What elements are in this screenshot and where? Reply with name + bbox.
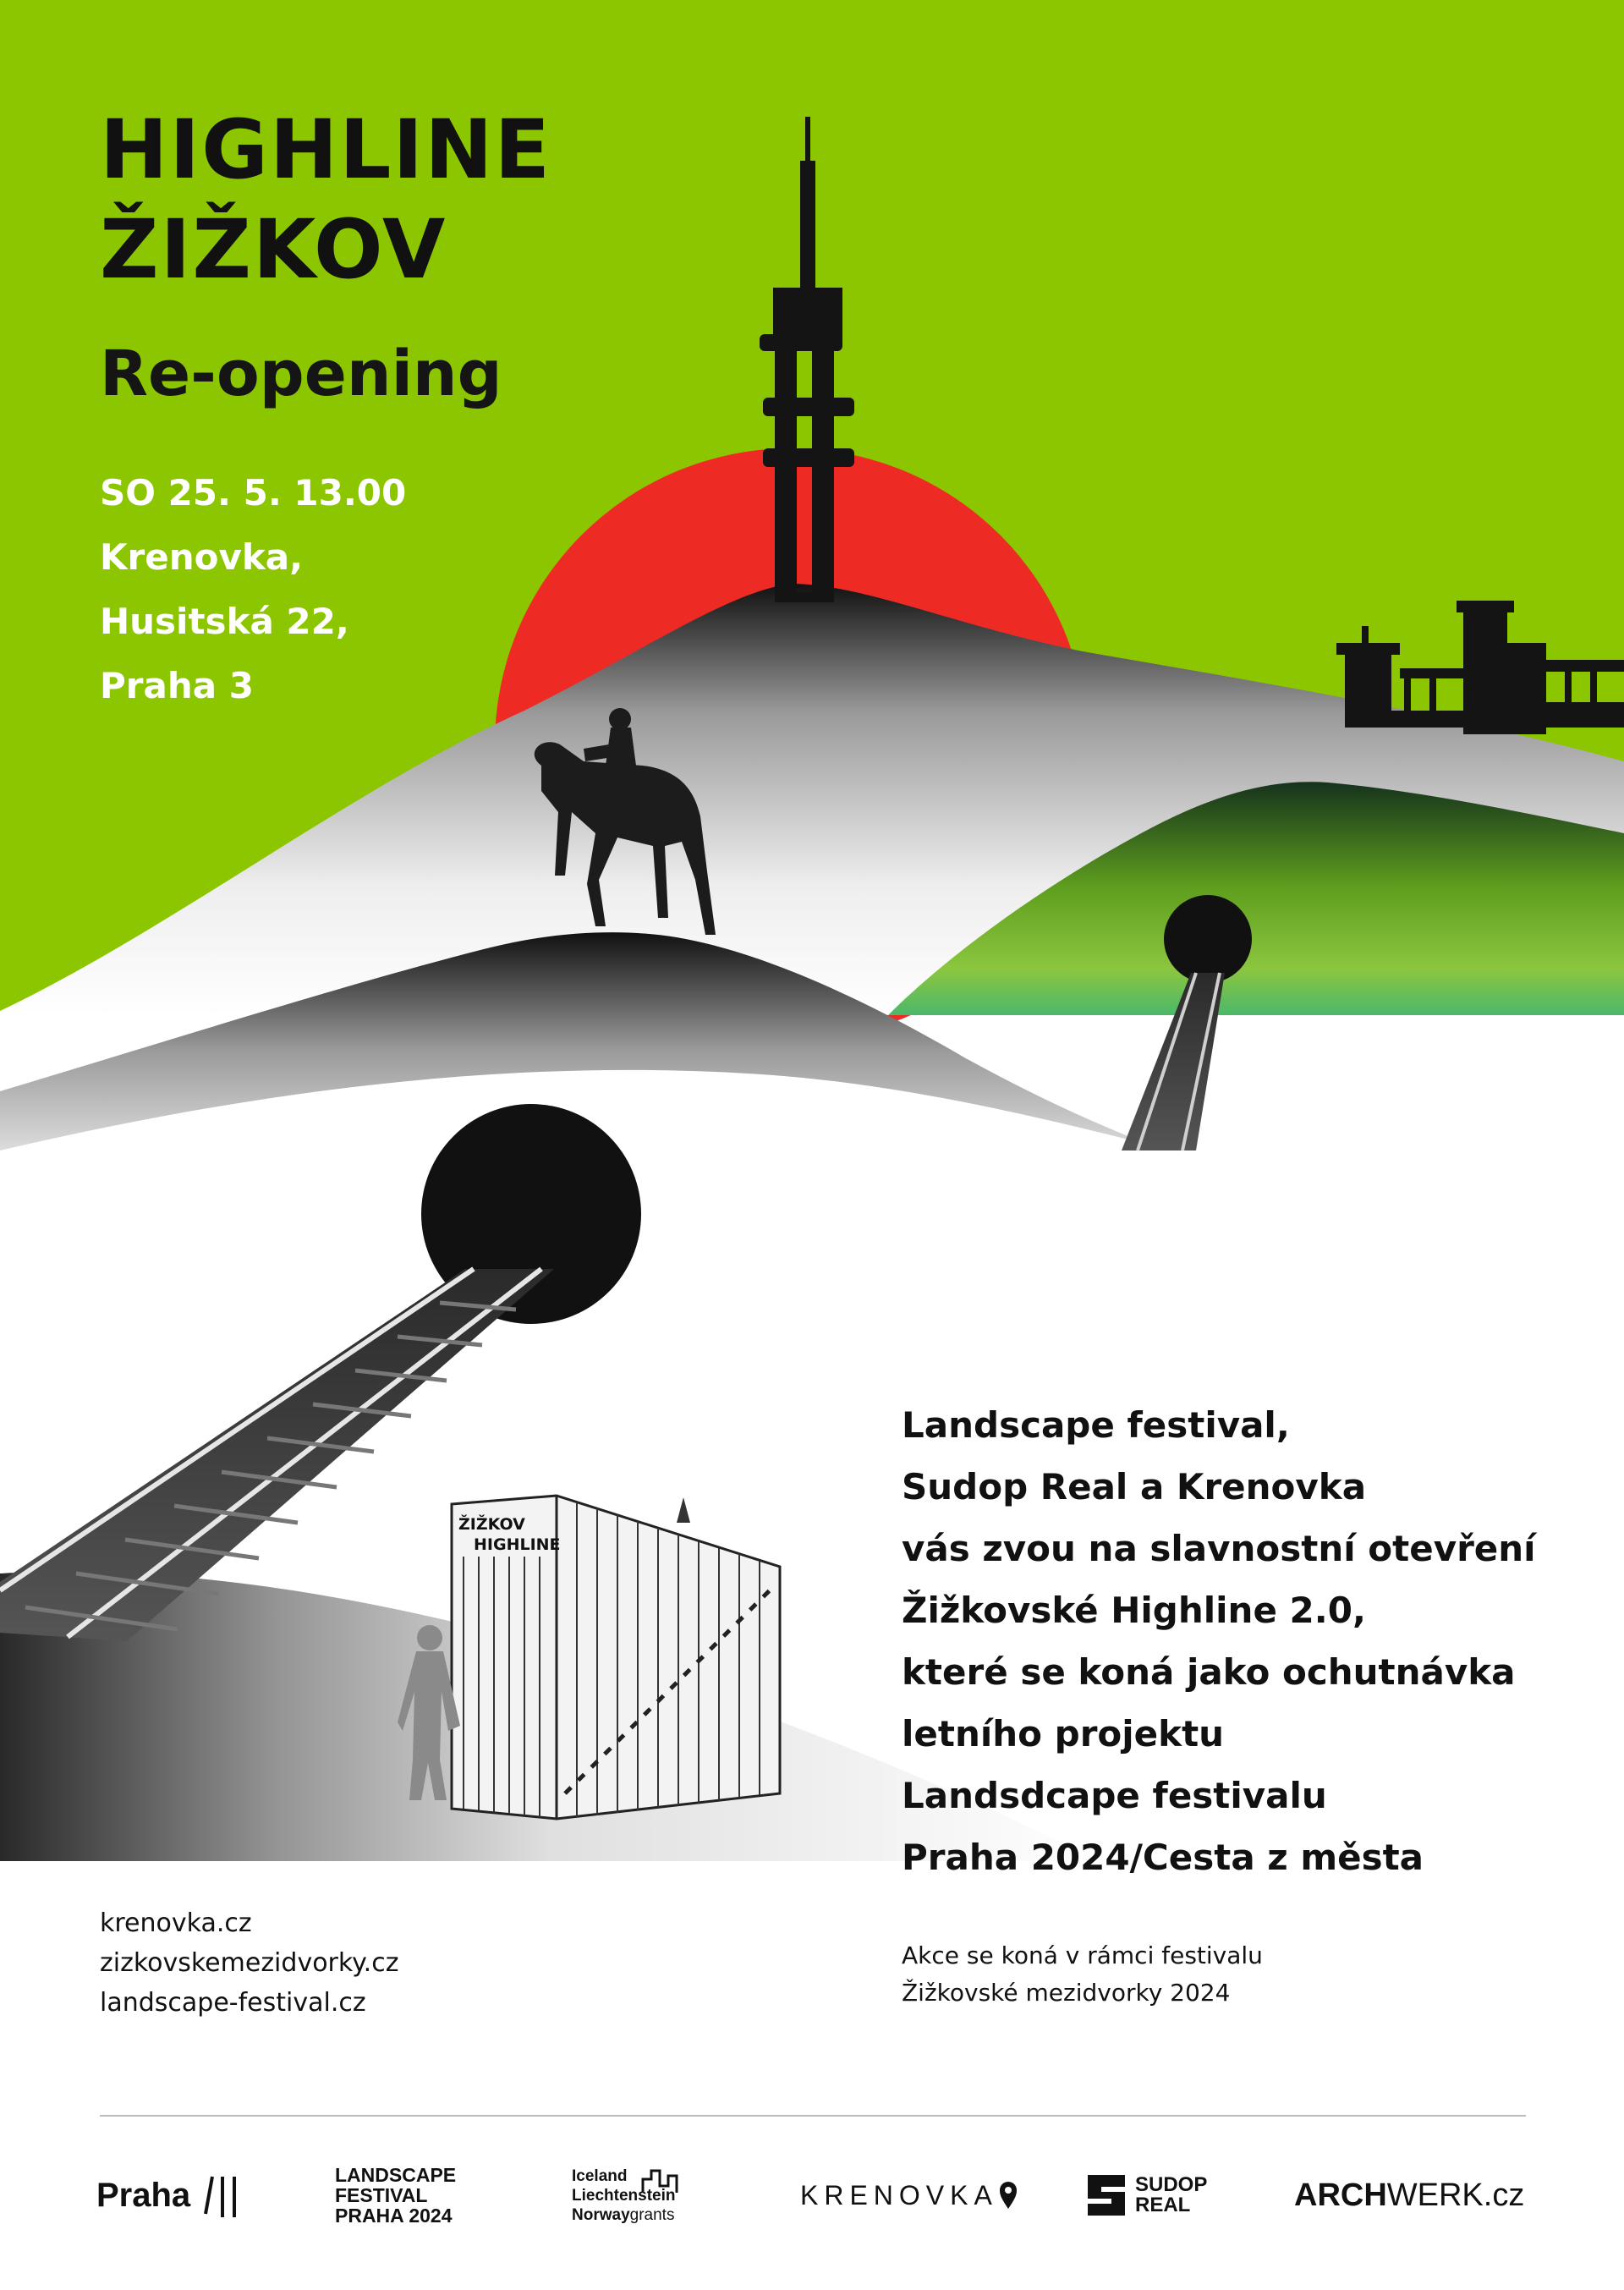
sudop-s-icon xyxy=(1084,2172,1128,2219)
festival-note xyxy=(902,1937,1263,2012)
invitation-line: Landscape festival, xyxy=(902,1404,1290,1446)
landscape-festival-logo xyxy=(335,2149,456,2242)
landscape-logo-line1: LANDSCAPE xyxy=(335,2164,457,2186)
invitation-line: Praha 2024/Cesta z města xyxy=(902,1837,1424,1878)
archwerk-logo-arch: ARCH xyxy=(1294,2177,1387,2213)
krenovka-logo xyxy=(800,2149,1018,2242)
invitation-text xyxy=(902,1394,1536,1888)
event-venue: Krenovka, xyxy=(100,536,304,578)
event-details xyxy=(100,461,406,718)
norway-logo-line1: Iceland xyxy=(572,2166,628,2185)
link-krenovka[interactable]: krenovka.cz xyxy=(100,1908,252,1938)
invitation-line: které se koná jako ochutnávka xyxy=(902,1651,1516,1693)
festival-note-line2: Žižkovské mezidvorky 2024 xyxy=(902,1979,1231,2007)
partner-logos xyxy=(0,2149,1624,2242)
norway-logo-line3: Norway xyxy=(572,2205,630,2224)
link-landscape-festival[interactable]: landscape-festival.cz xyxy=(100,1988,366,2018)
pin-icon xyxy=(998,2180,1018,2210)
sudop-logo-line1: SUDOP xyxy=(1135,2173,1208,2196)
norway-logo-line2: Liechtenstein xyxy=(572,2186,676,2205)
archwerk-logo-cz: .cz xyxy=(1483,2177,1525,2213)
invitation-line: Žižkovské Highline 2.0, xyxy=(902,1590,1366,1631)
invitation-line: vás zvou na slavnostní otevření xyxy=(902,1528,1536,1569)
praha-bars-icon xyxy=(202,2170,239,2221)
invitation-line: Sudop Real a Krenovka xyxy=(902,1466,1367,1507)
praha-logo-text: Praha xyxy=(96,2176,191,2214)
krenovka-logo-text: KRENOVKA xyxy=(800,2179,998,2210)
sudop-real-logo xyxy=(1084,2149,1207,2242)
archwerk-logo xyxy=(1294,2149,1524,2242)
landscape-logo-line2: FESTIVAL xyxy=(335,2184,428,2206)
archwerk-logo-werk: WERK xyxy=(1386,2177,1484,2213)
invitation-line: Landsdcape festivalu xyxy=(902,1775,1327,1816)
landscape-logo-line3: PRAHA 2024 xyxy=(335,2205,453,2227)
sudop-logo-line2: REAL xyxy=(1135,2194,1191,2216)
norway-grants-logo xyxy=(572,2149,675,2242)
festival-note-line1: Akce se koná v rámci festivalu xyxy=(902,1941,1263,1969)
pavilion-sign-line2: HIGHLINE xyxy=(474,1535,561,1554)
event-title-line2: ŽIŽKOV xyxy=(100,202,447,297)
grants-bars-icon xyxy=(639,2167,685,2194)
event-title xyxy=(100,100,551,299)
website-links xyxy=(100,1903,398,2023)
event-subtitle: Re-opening xyxy=(100,338,502,410)
tunnel-icon xyxy=(1164,895,1252,983)
pavilion-sign-line1: ŽIŽKOV xyxy=(458,1515,525,1534)
event-street: Husitská 22, xyxy=(100,601,349,642)
event-title-line1: HIGHLINE xyxy=(100,102,552,197)
praha-logo xyxy=(96,2149,239,2242)
event-datetime: SO 25. 5. 13.00 xyxy=(100,472,407,513)
norway-logo-grants: grants xyxy=(629,2205,675,2224)
footer-divider xyxy=(100,2115,1526,2117)
event-city: Praha 3 xyxy=(100,665,254,706)
invitation-line: letního projektu xyxy=(902,1713,1225,1755)
link-zizkovske-mezidvorky[interactable]: zizkovskemezidvorky.cz xyxy=(100,1948,399,1978)
